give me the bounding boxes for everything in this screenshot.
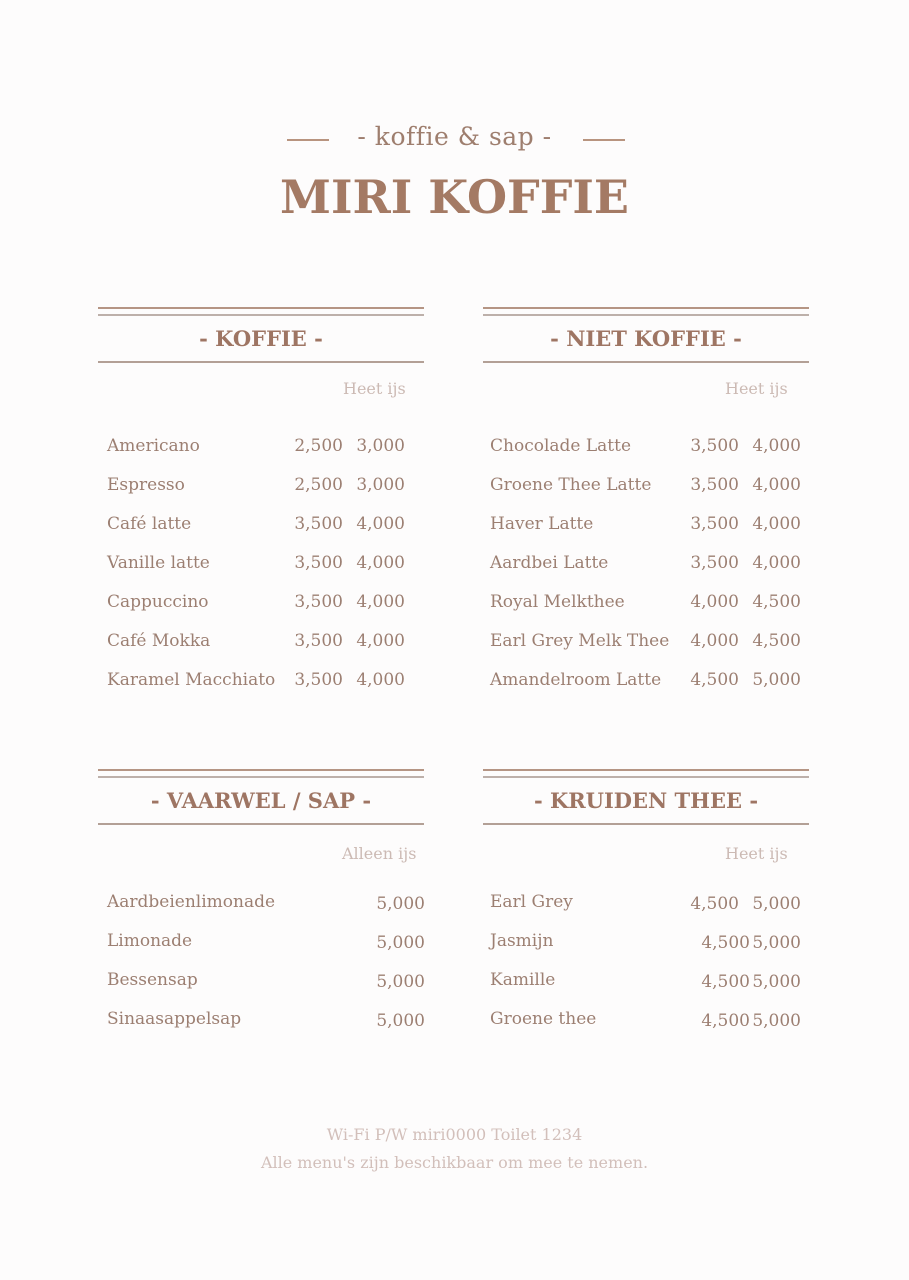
menu-item: Amandelroom Latte 4,500 5,000: [490, 670, 801, 690]
section-vaarwel-sap: [98, 769, 424, 825]
section-title: - VAARWEL / SAP -: [150, 788, 372, 813]
menu-item: Americano 2,500 3,000: [107, 436, 405, 456]
divider: [483, 361, 809, 363]
section-kruiden-thee: [483, 769, 809, 825]
menu-item: Aardbei Latte 3,500 4,000: [490, 553, 801, 573]
column-header: Heet ijs: [725, 379, 788, 398]
divider: [98, 361, 424, 363]
section-koffie: [98, 307, 424, 363]
menu-item: Royal Melkthee 4,000 4,500: [490, 592, 801, 612]
menu-item: Haver Latte 3,500 4,000: [490, 514, 801, 534]
menu-item: Groene thee 4,500 5,000: [490, 1009, 801, 1031]
column-header: Heet ijs: [725, 844, 788, 863]
double-rule: [483, 307, 809, 316]
menu-item: Jasmijn 4,500 5,000: [490, 931, 801, 953]
menu-item: Aardbeienlimonade 5,000: [107, 892, 425, 914]
divider: [98, 823, 424, 825]
section-title: - KRUIDEN THEE -: [533, 788, 759, 813]
section-niet-koffie: [483, 307, 809, 363]
menu-item: Chocolade Latte 3,500 4,000: [490, 436, 801, 456]
menu-item: Café latte 3,500 4,000: [107, 514, 405, 534]
column-header: Heet ijs: [343, 379, 406, 398]
menu-item: Bessensap 5,000: [107, 970, 425, 992]
footer-wifi-info: Wi-Fi P/W miri0000 Toilet 1234: [326, 1125, 583, 1144]
menu-item: Espresso 2,500 3,000: [107, 475, 405, 495]
menu-item: Cappuccino 3,500 4,000: [107, 592, 405, 612]
footer-takeaway-note: Alle menu's zijn beschikbaar om mee te nemen.: [260, 1153, 649, 1172]
section-title: - KOFFIE -: [199, 326, 323, 351]
menu-item: Vanille latte 3,500 4,000: [107, 553, 405, 573]
column-header: Alleen ijs: [342, 844, 417, 863]
menu-item: Café Mokka 3,500 4,000: [107, 631, 405, 651]
menu-item: Groene Thee Latte 3,500 4,000: [490, 475, 801, 495]
menu-item: Earl Grey Melk Thee 4,000 4,500: [490, 631, 801, 651]
double-rule: [483, 769, 809, 778]
double-rule: [98, 307, 424, 316]
decorative-line-right: [583, 139, 625, 141]
menu-item: Sinaasappelsap 5,000: [107, 1009, 425, 1031]
menu-item: Kamille 4,500 5,000: [490, 970, 801, 992]
section-title: - NIET KOFFIE -: [550, 326, 742, 351]
menu-item: Limonade 5,000: [107, 931, 425, 953]
subtitle: - koffie & sap -: [357, 122, 552, 151]
double-rule: [98, 769, 424, 778]
divider: [483, 823, 809, 825]
menu-item: Earl Grey 4,500 5,000: [490, 892, 801, 914]
menu-item: Karamel Macchiato 3,500 4,000: [107, 670, 405, 690]
page-title: MIRI KOFFIE: [280, 170, 629, 224]
